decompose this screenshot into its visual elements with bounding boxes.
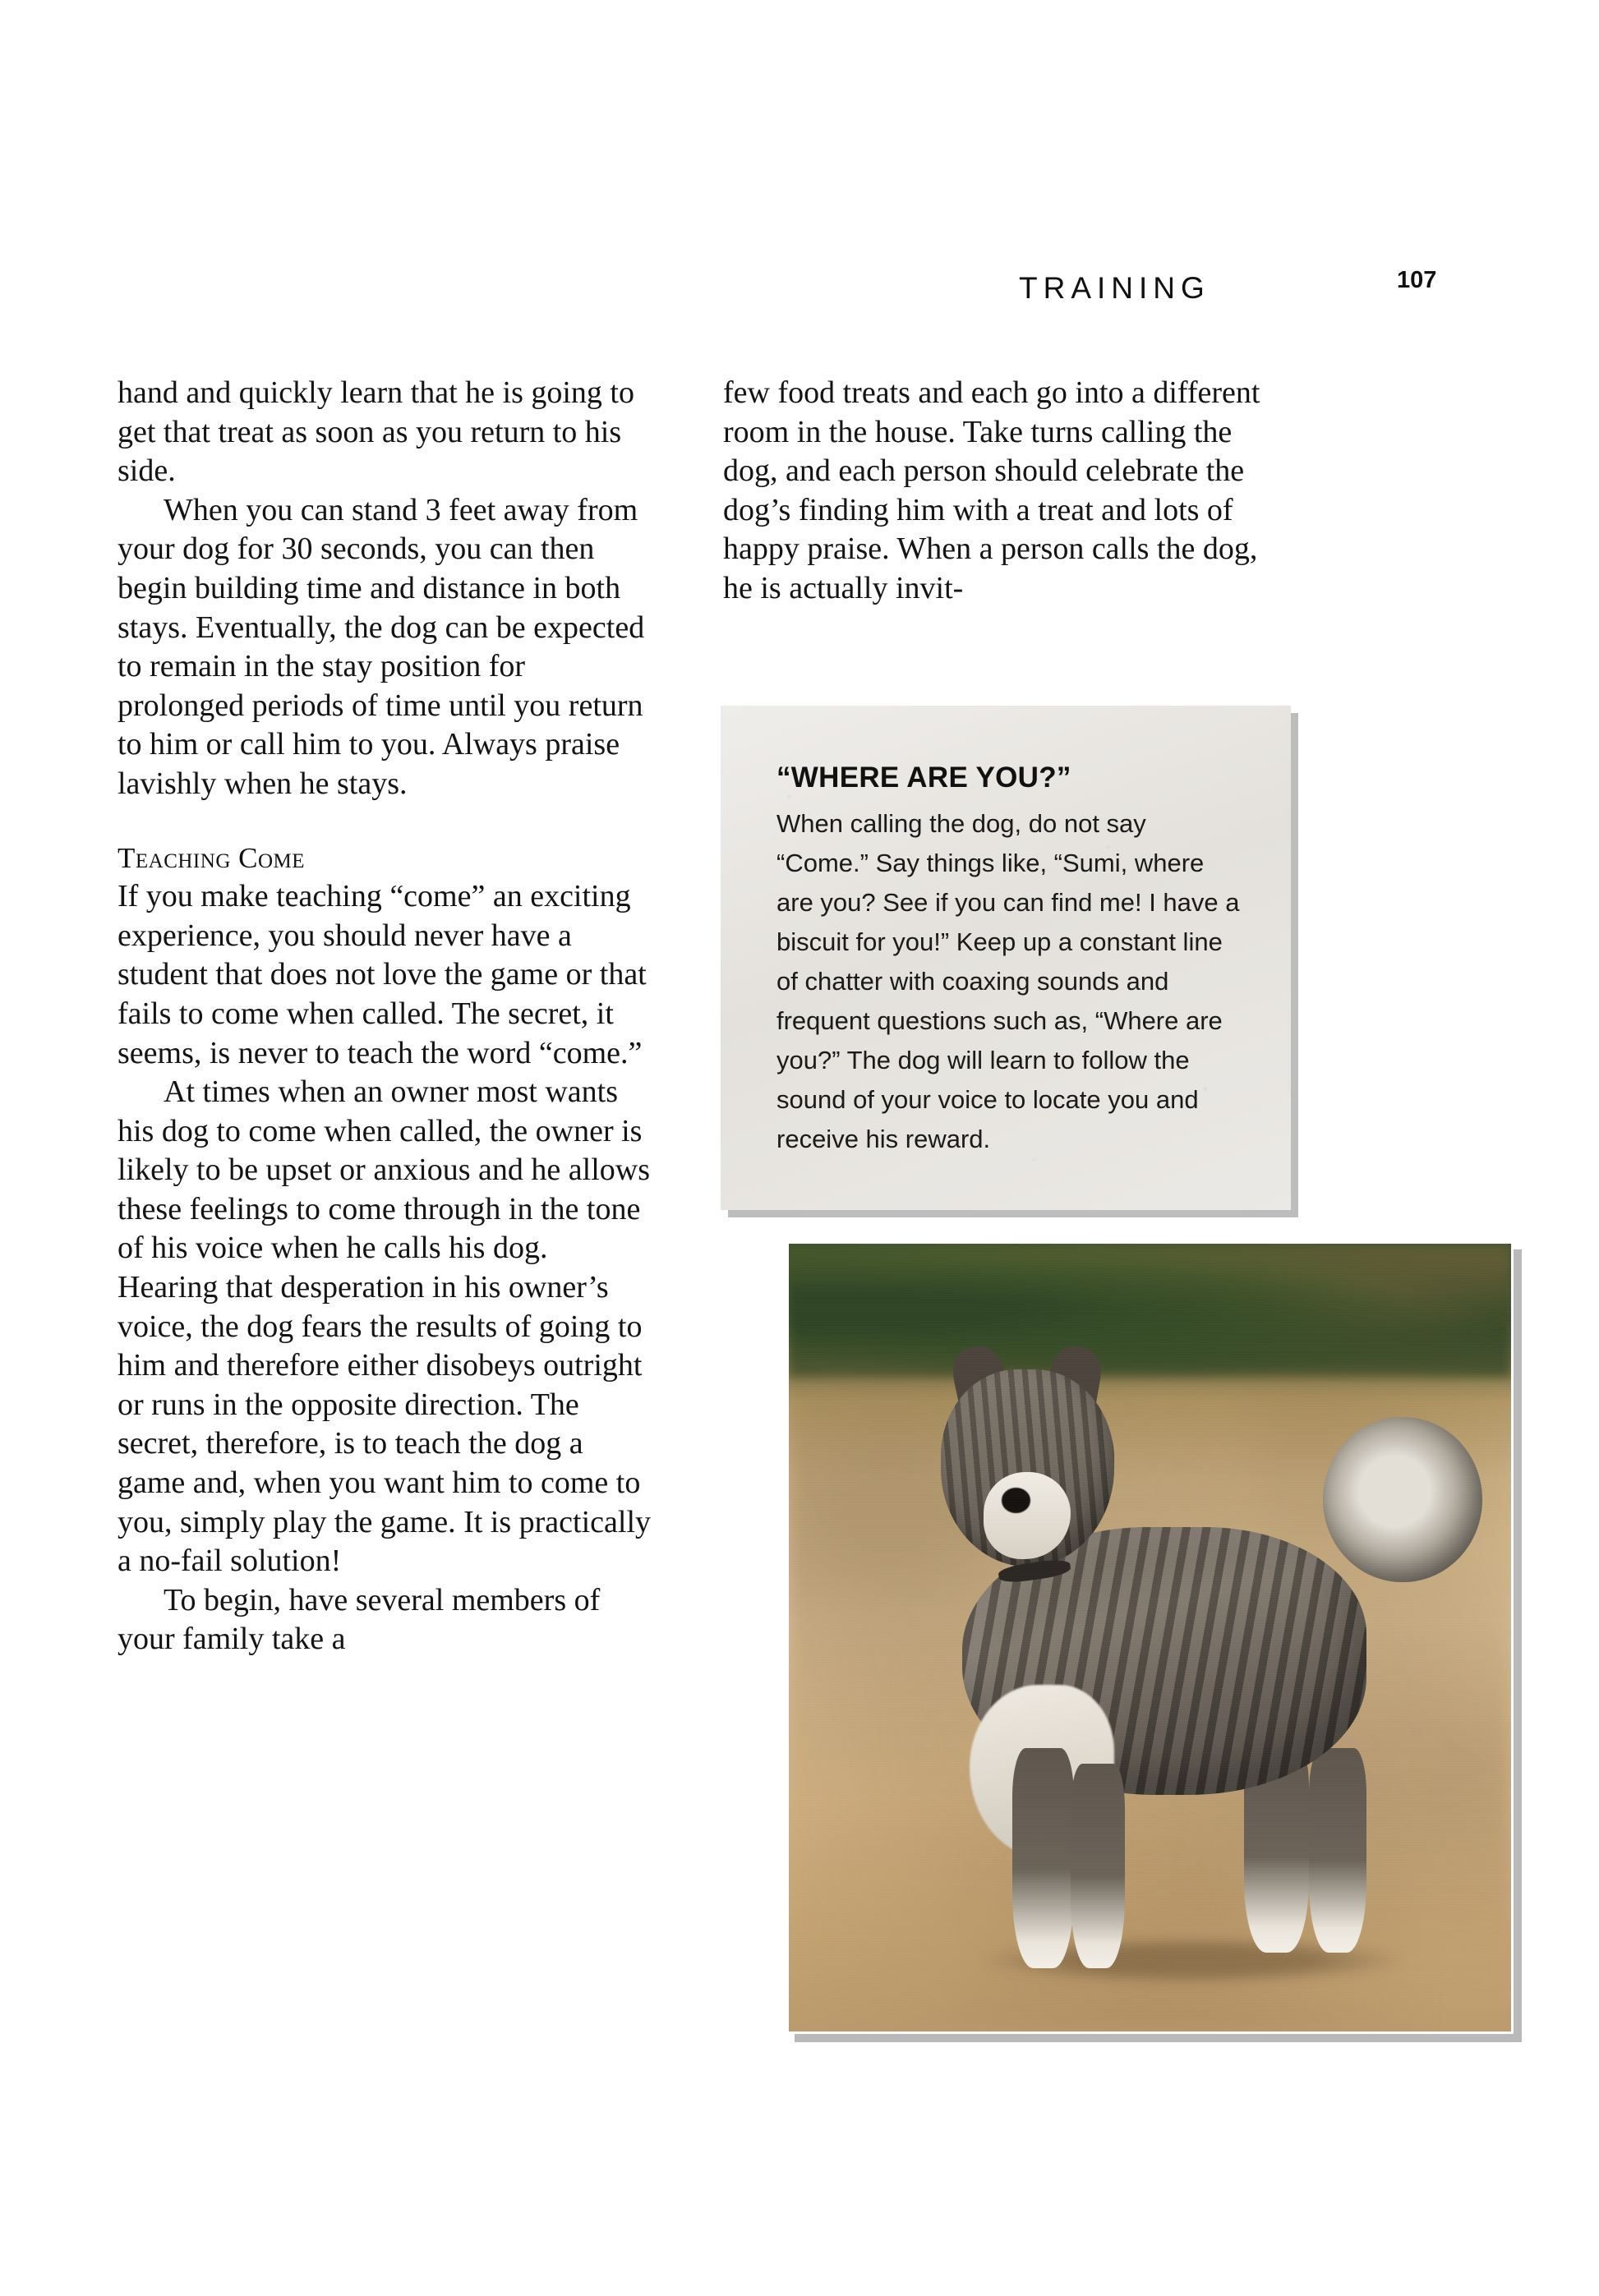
dog-leg-back-right (1309, 1748, 1366, 1953)
paragraph: few food treats and each go into a different room in the house. Take turns calling the dog, and each person should celebrate the dog’s finding him with a treat and lots of happy praise. When a person calls the dog, he is actually invit- (723, 375, 1260, 605)
sidebar-title: “WHERE ARE YOU?” (776, 761, 1071, 794)
section-subhead: Teaching Come (118, 841, 306, 874)
dog-photo (786, 1241, 1514, 2034)
sidebar-where-are-you (721, 706, 1291, 1210)
paragraph: At times when an owner most wants his dog to come when called, the owner is likely to be upset or anxious and he allows these feelings to come through in the tone of his voice when he calls his dog. Hearing that desperation in his owner’s voice, the dog fears the results of going to him and therefore either disobeys outright or runs in the opposite direction. The secret, therefore, is to teach the dog a game and, when you want him to come to you, simply play the game. It is practically a no-fail solution! (118, 1074, 652, 1579)
page-number: 107 (1397, 267, 1437, 293)
running-head: TRAINING (1019, 271, 1210, 305)
photo-scene (789, 1244, 1511, 2031)
dog-tail (1323, 1417, 1481, 1582)
dog-leg-front-right (1071, 1764, 1125, 1968)
paragraph: hand and quickly learn that he is going to get that treat as soon as you return to his side. (118, 375, 634, 489)
body-text-right-column (723, 374, 1265, 609)
paragraph: If you make teaching “come” an exciting experience, you should never have a student that does not love the game or that fails to come when called. The secret, it seems, is never to teach the word “come.” (118, 879, 647, 1070)
dog-illustration (789, 1244, 1511, 2031)
dog-leg-front-left (1012, 1748, 1074, 1969)
paragraph: To begin, have several members of your family take a (118, 1582, 601, 1657)
sidebar-body: When calling the dog, do not say “Come.” Say things like, “Sumi, where are you? See if you can find me! I have a biscuit for you!” Keep up a constant line of chatter with coaxing sounds and frequent questions such as, “Where are you?” The dog will learn to follow the sound of your voice to locate you and receive his reward. (776, 809, 1240, 1153)
paragraph: When you can stand 3 feet away from your dog for 30 seconds, you can then begin building time and distance in both stays. Eventually, the dog can be expected to remain in the stay position for prolonged periods of time until you return to him or call him to you. Always praise lavishly when he stays. (118, 492, 645, 801)
body-text-left-column (118, 374, 652, 1659)
